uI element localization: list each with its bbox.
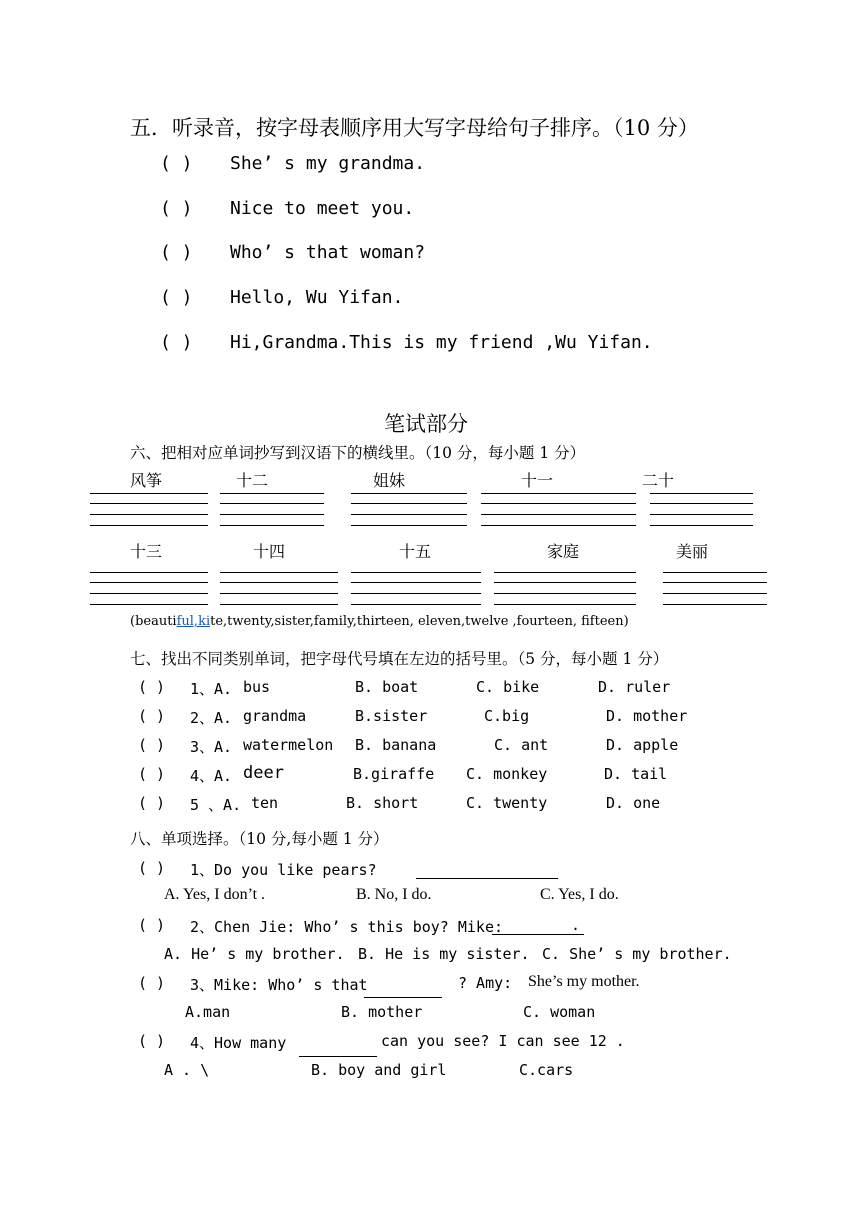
word-bank-hint: [130, 614, 629, 629]
answer-paren[interactable]: ( ): [138, 916, 166, 934]
answer-paren[interactable]: ( ): [138, 765, 166, 783]
chinese-word: 十五: [399, 542, 432, 561]
sentence-text: Hi,Grandma.This is my friend ,Wu Yifan.: [230, 332, 653, 353]
choice-a: A. Yes, I don’t .: [164, 886, 266, 903]
question-number: 4、A.: [190, 767, 233, 785]
question-text: 4、How many: [190, 1034, 287, 1052]
written-section-title: 笔试部分: [384, 412, 468, 436]
choice-c: C. She’ s my brother.: [542, 945, 732, 963]
option-d: D. mother: [606, 707, 688, 725]
choice-a: A . \: [164, 1061, 210, 1079]
sentence-text: Nice to meet you.: [230, 198, 415, 219]
answer-paren[interactable]: ( ): [138, 1032, 166, 1050]
question-text: 1、Do you like pears?: [190, 861, 377, 879]
question-dot: .: [571, 916, 581, 934]
option-d: D. apple: [606, 736, 679, 754]
option-d: D. tail: [604, 765, 668, 783]
answer-paren[interactable]: ( ): [138, 859, 166, 877]
answer-paren[interactable]: ( ): [138, 707, 166, 725]
question-number: 1、A.: [190, 680, 233, 698]
answer-paren[interactable]: ( ): [138, 678, 166, 696]
sentence-text: Hello, Wu Yifan.: [230, 287, 404, 308]
chinese-word: 十一: [521, 471, 554, 490]
choice-b: B. boy and girl: [311, 1061, 447, 1079]
option-c: C.big: [484, 707, 530, 725]
section6-title: 六、把相对应单词抄写到汉语下的横线里。（10 分，每小题 1 分）: [130, 444, 586, 462]
hint-text: te,twenty,sister,family,thirteen, eleven,twelve ,fourteen, fifteen): [210, 614, 629, 629]
option-c: C. ant: [494, 736, 549, 754]
choice-a: A.man: [185, 1003, 231, 1021]
hint-text: (beauti: [130, 614, 177, 629]
option-c: C. monkey: [466, 765, 548, 783]
list-item: [160, 242, 425, 263]
choice-b: B. mother: [341, 1003, 423, 1021]
answer-blank[interactable]: [364, 997, 442, 998]
answer-paren[interactable]: ( ): [160, 153, 193, 174]
choice-b: B. He is my sister.: [358, 945, 530, 963]
answer-paren[interactable]: ( ): [138, 974, 166, 992]
chinese-word: 十二: [236, 471, 269, 490]
option-c: C. twenty: [466, 794, 548, 812]
answer-blank[interactable]: [416, 878, 558, 879]
option-d: D. ruler: [598, 678, 671, 696]
answer-sentence: She’s my mother.: [528, 973, 640, 990]
option-a: watermelon: [243, 736, 334, 754]
chinese-word: 十三: [130, 542, 163, 561]
list-item: [160, 153, 425, 174]
chinese-word: 美丽: [676, 542, 709, 561]
chinese-word: 十四: [253, 542, 286, 561]
option-a: ten: [251, 794, 279, 812]
list-item: [160, 287, 403, 308]
answer-paren[interactable]: ( ): [138, 794, 166, 812]
choice-b: B. No, I do.: [356, 886, 432, 903]
choice-c: C. Yes, I do.: [540, 886, 619, 903]
question-text: 3、Mike: Who’ s that: [190, 976, 368, 994]
answer-blank[interactable]: [299, 1056, 377, 1057]
section5-title: 五．听录音，按字母表顺序用大写字母给句子排序。（10 分）: [130, 116, 699, 140]
option-c: C. bike: [476, 678, 540, 696]
sentence-text: She’ s my grandma.: [230, 153, 426, 174]
option-b: B. short: [346, 794, 419, 812]
option-a: deer: [243, 763, 284, 783]
answer-paren[interactable]: ( ): [160, 242, 193, 263]
choice-a: A. He’ s my brother.: [164, 945, 345, 963]
chinese-word: 风筝: [130, 471, 163, 490]
sentence-text: Who’ s that woman?: [230, 242, 426, 263]
question-text-mid: ? Amy:: [458, 974, 513, 992]
hint-link[interactable]: ful,ki: [176, 614, 211, 629]
choice-c: C.cars: [519, 1061, 574, 1079]
option-b: B. boat: [355, 678, 419, 696]
chinese-word: 家庭: [547, 542, 580, 561]
choice-c: C. woman: [523, 1003, 596, 1021]
chinese-word: 姐妹: [373, 471, 406, 490]
question-number: 5 、A.: [190, 796, 242, 814]
answer-paren[interactable]: ( ): [160, 332, 193, 353]
option-b: B. banana: [355, 736, 437, 754]
question-text-rest: can you see? I can see 12 .: [381, 1032, 625, 1050]
answer-blank[interactable]: [492, 934, 584, 935]
question-number: 2、A.: [190, 709, 233, 727]
list-item: [160, 332, 653, 353]
option-a: bus: [243, 678, 271, 696]
option-b: B.sister: [355, 707, 428, 725]
list-item: [160, 198, 414, 219]
section8-title: 八、单项选择。（10 分,每小题 1 分）: [130, 830, 389, 848]
option-b: B.giraffe: [353, 765, 435, 783]
option-d: D. one: [606, 794, 661, 812]
question-text: 2、Chen Jie: Who’ s this boy? Mike:: [190, 918, 504, 936]
answer-paren[interactable]: ( ): [160, 198, 193, 219]
answer-paren[interactable]: ( ): [138, 736, 166, 754]
answer-paren[interactable]: ( ): [160, 287, 193, 308]
option-a: grandma: [243, 707, 307, 725]
section7-title: 七、找出不同类别单词，把字母代号填在左边的括号里。（5 分，每小题 1 分）: [130, 650, 669, 668]
chinese-word: 二十: [642, 471, 675, 490]
question-number: 3、A.: [190, 738, 233, 756]
